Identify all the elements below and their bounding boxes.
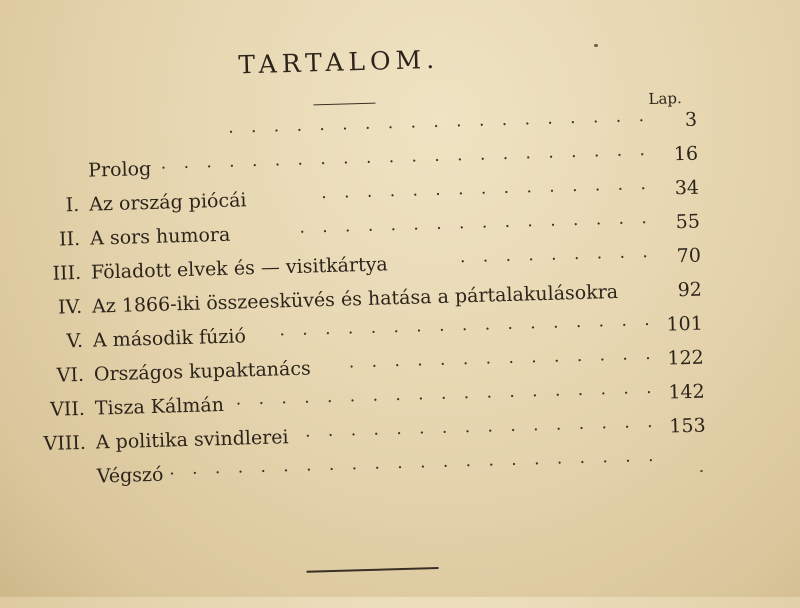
chapter-page: 142: [668, 380, 705, 404]
leader-dots: · · · · · · · · · · · · · · · · · · ·: [235, 382, 658, 415]
leader-dots: · · · · · · · · · · · · · · · · ·: [279, 314, 657, 346]
title-rule: [314, 103, 376, 106]
chapter-number: VI.: [56, 363, 85, 387]
chapter-page: 16: [673, 142, 699, 166]
paper-speck: [594, 44, 598, 47]
chapter-title: Az ország piócái: [88, 189, 247, 216]
chapter-title: Tisza Kálmán: [94, 393, 225, 420]
page-column-header: Lap.: [648, 89, 683, 108]
chapter-number: V.: [66, 329, 84, 353]
chapter-title: A politika svindlerei: [95, 426, 289, 454]
leader-dots: · · · · · · · · · · · · · · · · · · · · · ·: [169, 450, 660, 485]
page-title: TARTALOM.: [237, 44, 440, 80]
chapter-title: A második fúzió: [92, 325, 247, 352]
chapter-title: Végszó: [96, 463, 164, 488]
leader-dots: · · · · · · · · · · · · · · · · · · · · · · ·: [137, 144, 652, 180]
leader-dots: · · · · · · · · · · · · · · · ·: [304, 416, 659, 447]
chapter-page: 3: [684, 108, 698, 131]
chapter-title: Prolog: [87, 157, 152, 182]
chapter-page: 122: [667, 346, 705, 370]
chapter-page: 153: [669, 414, 706, 438]
chapter-number: VIII.: [43, 431, 87, 456]
chapter-title: Föladott elvek és — visitkártya: [90, 253, 389, 284]
chapter-page: 34: [674, 176, 700, 200]
chapter-number: III.: [52, 261, 82, 285]
chapter-page: 101: [666, 312, 704, 336]
leader-dots: · · · · · · · · ·: [459, 246, 655, 273]
chapter-title: Az 1866-iki összeesküvés és hatása a pártalakulásokra: [91, 280, 619, 318]
chapter-title: A sors humora: [89, 223, 231, 250]
chapter-number: II.: [58, 227, 81, 251]
paper-speck: [700, 470, 703, 472]
chapter-number: IV.: [57, 295, 83, 319]
leader-dots: · · · · · · · · · · · · · · · · · · ·: [228, 110, 651, 143]
chapter-page: 70: [676, 244, 702, 268]
closing-rule: [307, 567, 439, 573]
leader-dots: · · · · · · · · · · · · · ·: [348, 348, 658, 378]
chapter-number: VII.: [49, 397, 86, 421]
leader-dots: · · · · · · · · · · · · · · ·: [321, 178, 653, 209]
chapter-title: Országos kupaktanács: [93, 357, 311, 386]
chapter-page: 55: [675, 210, 701, 234]
leader-dots: · · · · · · · · · · · · · · · ·: [299, 212, 654, 243]
chapter-number: I.: [65, 193, 80, 217]
chapter-page: 92: [677, 278, 703, 302]
